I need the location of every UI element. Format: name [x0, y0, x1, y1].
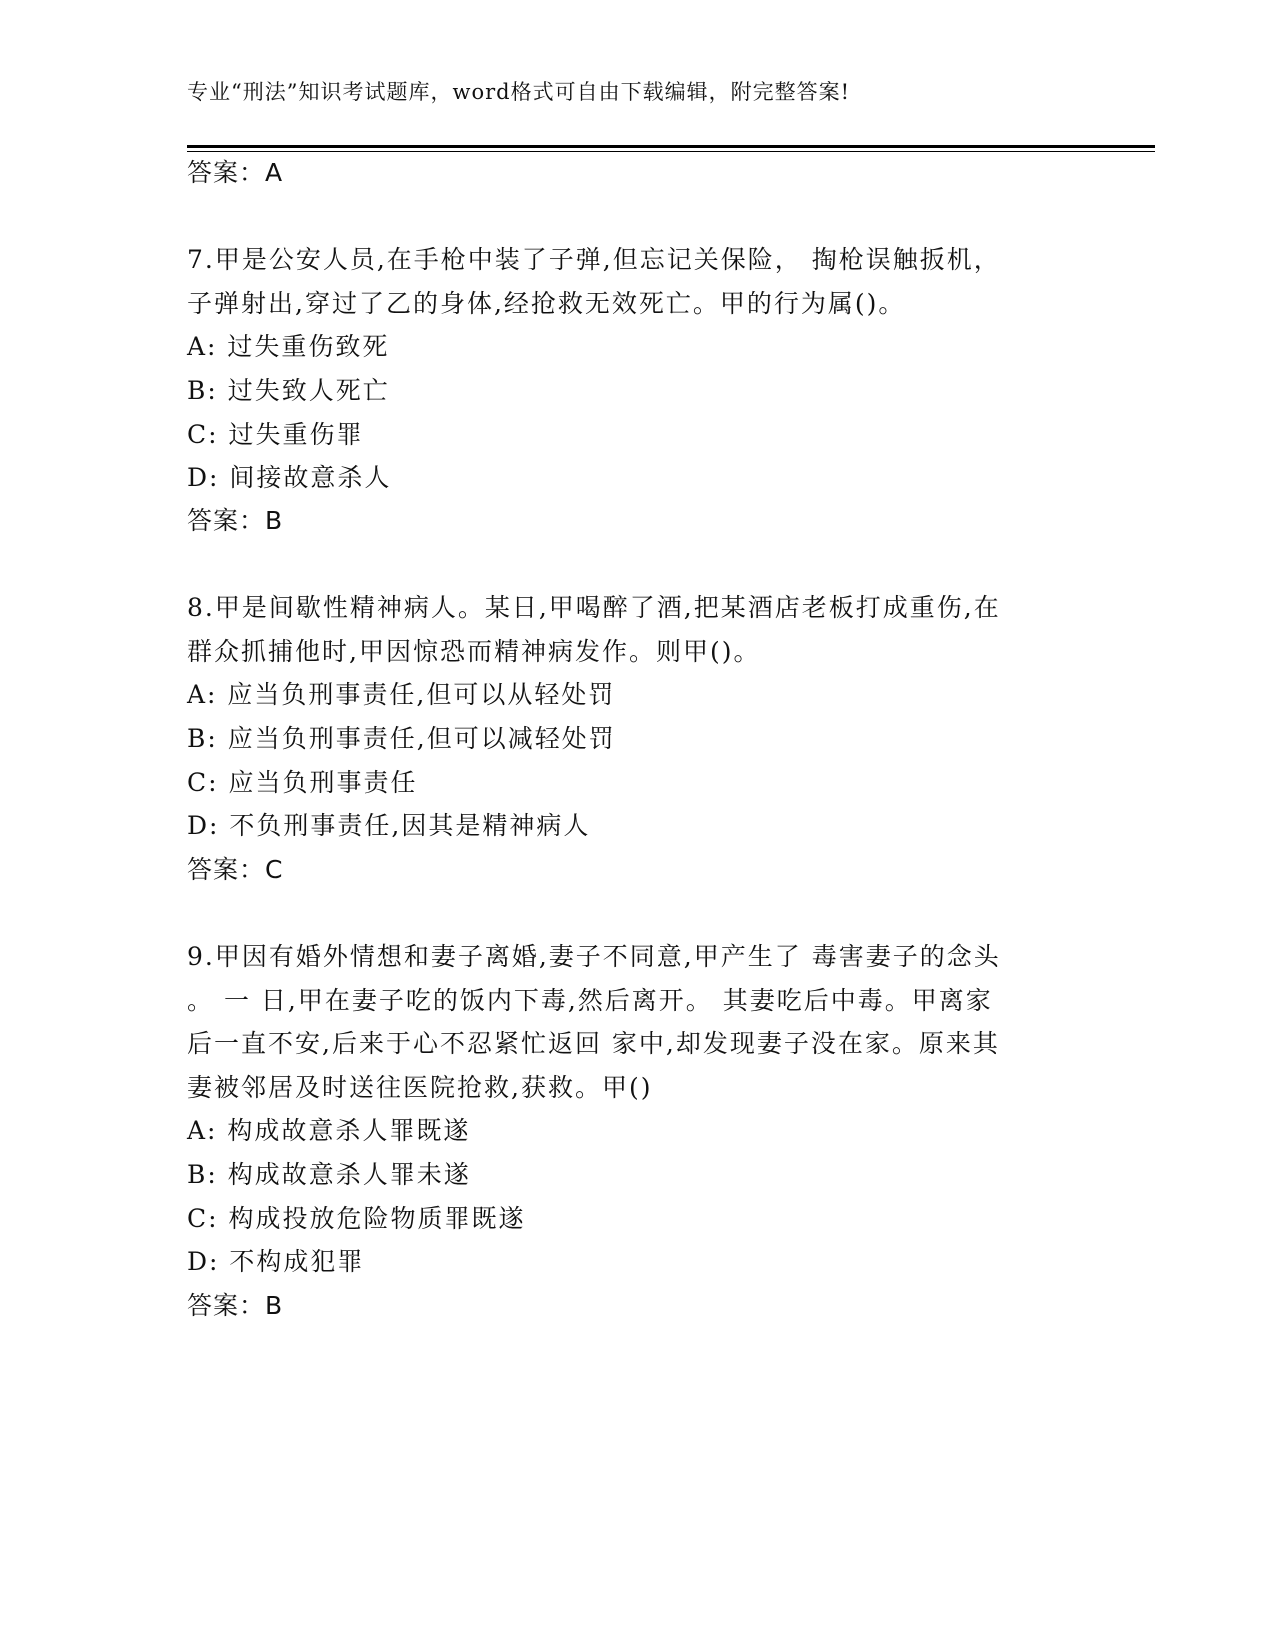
- question-9-option-a: A: 构成故意杀人罪既遂: [187, 1116, 471, 1145]
- question-7-option-d: D: 间接故意杀人: [187, 463, 392, 492]
- question-8-option-c: C: 应当负刑事责任: [187, 768, 418, 797]
- header-rule-thick: [187, 145, 1155, 148]
- question-9-stem-line-4: 妻被邻居及时送往医院抢救,获救。甲(): [187, 1073, 653, 1102]
- question-8-stem-line-1: 8.甲是间歇性精神病人。某日,甲喝醉了酒,把某酒店老板打成重伤,在: [187, 593, 1001, 622]
- question-8-answer: 答案：C: [187, 855, 284, 884]
- question-9-stem-line-3: 后一直不安,后来于心不忍紧忙返回 家中,却发现妻子没在家。原来其: [187, 1029, 1000, 1058]
- question-8-stem-line-2: 群众抓捕他时,甲因惊恐而精神病发作。则甲()。: [187, 637, 761, 666]
- page-header: 专业“刑法”知识考试题库，word格式可自由下载编辑，附完整答案!: [187, 80, 851, 104]
- question-7-stem-line-2: 子弹射出,穿过了乙的身体,经抢救无效死亡。甲的行为属()。: [187, 289, 906, 318]
- question-8-option-a: A: 应当负刑事责任,但可以从轻处罚: [187, 680, 616, 709]
- answer-previous: 答案：A: [187, 158, 284, 187]
- question-9-answer: 答案：B: [187, 1291, 284, 1320]
- question-7-option-c: C: 过失重伤罪: [187, 420, 364, 449]
- question-9-stem-line-1: 9.甲因有婚外情想和妻子离婚,妻子不同意,甲产生了 毒害妻子的念头: [187, 942, 1001, 971]
- header-rule-thin: [187, 151, 1155, 152]
- question-9-option-c: C: 构成投放危险物质罪既遂: [187, 1204, 526, 1233]
- question-9-stem-line-2: 。 一 日,甲在妻子吃的饭内下毒,然后离开。 其妻吃后中毒。甲离家: [187, 986, 993, 1015]
- question-9-option-b: B: 构成故意杀人罪未遂: [187, 1160, 471, 1189]
- question-7-option-b: B: 过失致人死亡: [187, 376, 390, 405]
- question-8-option-d: D: 不负刑事责任,因其是精神病人: [187, 811, 591, 840]
- question-7-answer: 答案：B: [187, 506, 284, 535]
- question-8-option-b: B: 应当负刑事责任,但可以减轻处罚: [187, 724, 616, 753]
- question-7-option-a: A: 过失重伤致死: [187, 332, 390, 361]
- question-7-stem-line-1: 7.甲是公安人员,在手枪中装了子弹,但忘记关保险， 掏枪误触扳机，: [187, 245, 1001, 274]
- question-9-option-d: D: 不构成犯罪: [187, 1247, 365, 1276]
